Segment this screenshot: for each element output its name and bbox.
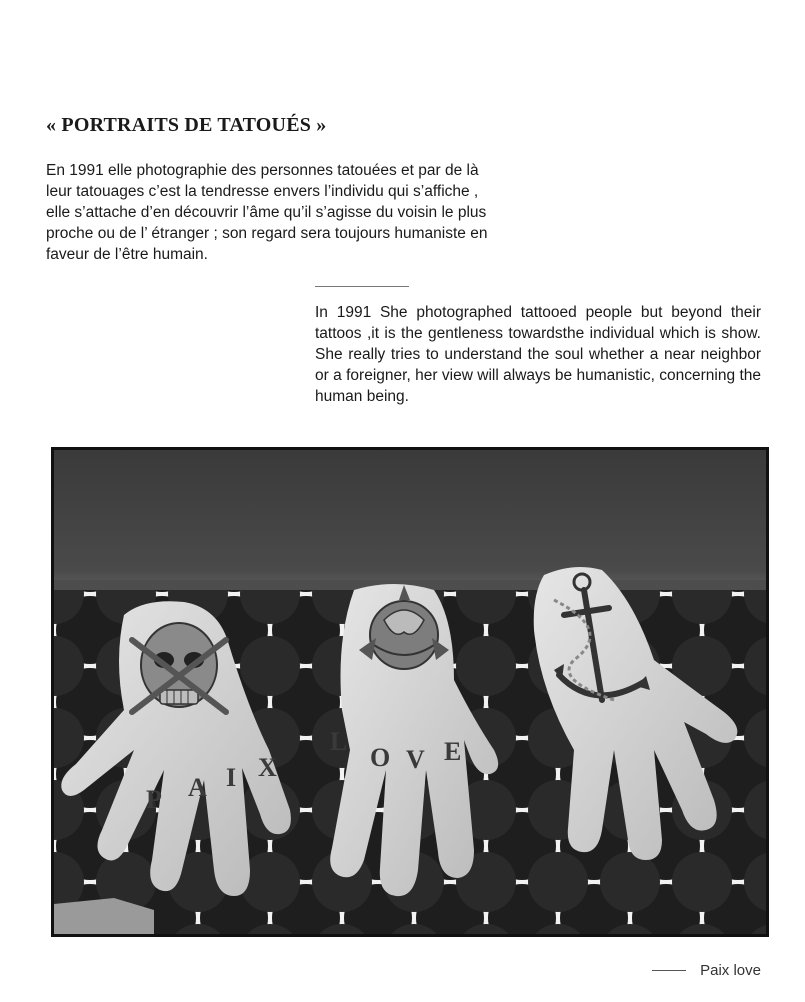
knuckle-letter: I [226, 763, 237, 792]
knuckle-letter: L [330, 727, 348, 756]
knuckle-letter: O [370, 743, 391, 772]
knuckle-letter: E [444, 737, 462, 766]
paragraph-english: In 1991 She photographed tattooed people but beyond their tattoos ,it is the gentleness towardsthe individual which is show. She really tries to understand the soul whether a near neighbor or a foreigner, her view will always be humanistic, concerning the human being. [315, 304, 761, 405]
page-title: « PORTRAITS DE TATOUÉS » [46, 114, 327, 136]
divider [315, 286, 409, 287]
paragraph-french: En 1991 elle photographie des personnes tatouées et par de là leur tatouages c’est la tendresse envers l’individu qui s’affiche , elle s’attache d’en découvrir l’âme qu’il s’agisse du voisin le plus proche ou de l’ étranger ; son regard sera toujours humaniste en faveur de l’être humain. [46, 162, 488, 263]
caption-line [652, 970, 686, 971]
knuckle-letter: A [188, 773, 207, 802]
knuckle-letter: X [258, 753, 277, 782]
knuckle-letter: V [406, 745, 425, 774]
tattooed-hands-photo [51, 447, 769, 937]
knuckle-letter: P [146, 785, 162, 814]
caption-text: Paix love [700, 962, 761, 979]
photo-caption [652, 962, 761, 979]
